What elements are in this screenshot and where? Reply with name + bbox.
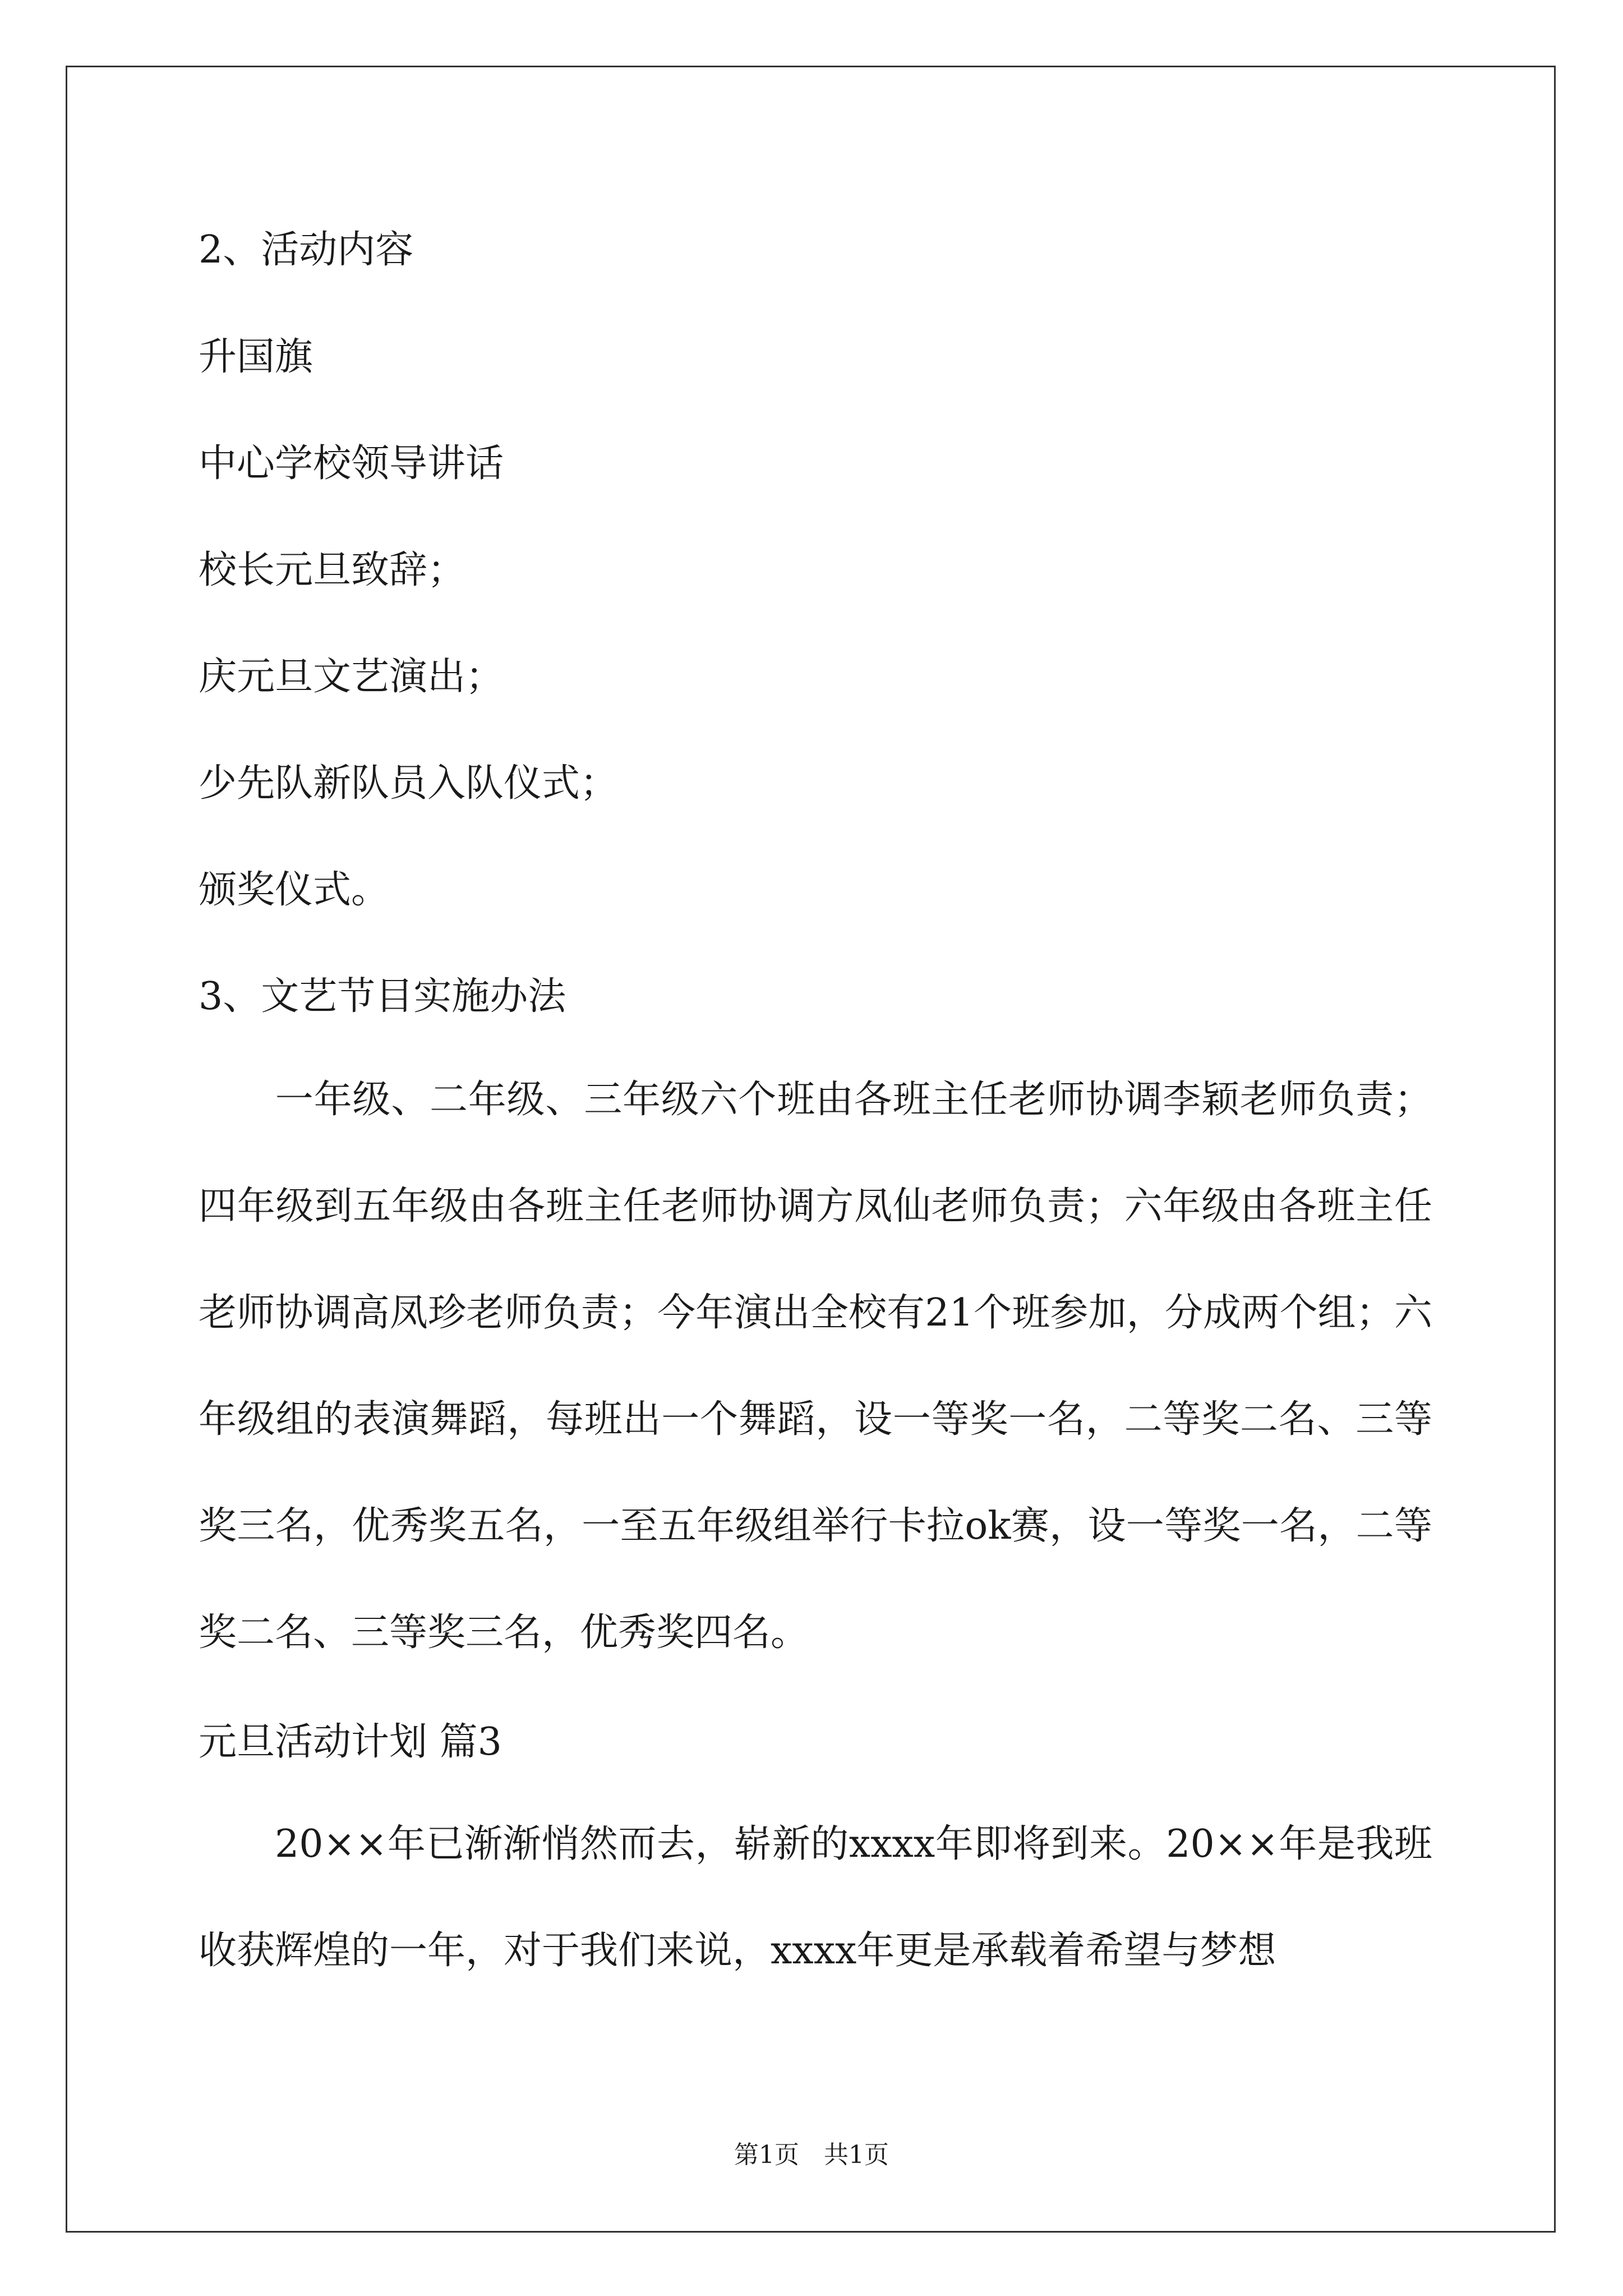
item-heading-implementation: 3、文艺节目实施办法 (199, 974, 566, 1019)
paragraph-implementation (199, 1047, 1432, 1686)
page-footer: 第1页 共1页 (734, 2141, 889, 2169)
item-heading-activity-content: 2、活动内容 (199, 228, 414, 272)
item-leader-speech: 中心学校领导讲话 (199, 441, 504, 486)
paragraph-intro-text: 20××年已渐渐悄然而去，崭新的xxxx年即将到来。20××年是我班收获辉煌的一年，对于我们来说，xxxx年更是承载着希望与梦想 (199, 1822, 1432, 1973)
section-title: 元旦活动计划 篇3 (199, 1720, 502, 1764)
item-raise-flag: 升国旗 (199, 335, 313, 379)
paragraph-implementation-text: 一年级、二年级、三年级六个班由各班主任老师协调李颖老师负责；四年级到五年级由各班主任老师协调方凤仙老师负责；六年级由各班主任老师协调高凤珍老师负责；今年演出全校有21个班参加，分成两个组；六年级组的表演舞蹈，每班出一个舞蹈，设一等奖一名，二等奖二名、三等奖三名，优秀奖五名，一至五年级组举行卡拉ok赛，设一等奖一名，二等奖二名、三等奖三名，优秀奖四名。 (199, 1078, 1432, 1655)
item-principal-address: 校长元旦致辞； (199, 548, 466, 592)
item-pioneer-ceremony: 少先队新队员入队仪式； (199, 761, 619, 806)
item-performance: 庆元旦文艺演出； (199, 655, 504, 699)
paragraph-intro (199, 1791, 1432, 2004)
item-award-ceremony: 颁奖仪式。 (199, 868, 390, 912)
